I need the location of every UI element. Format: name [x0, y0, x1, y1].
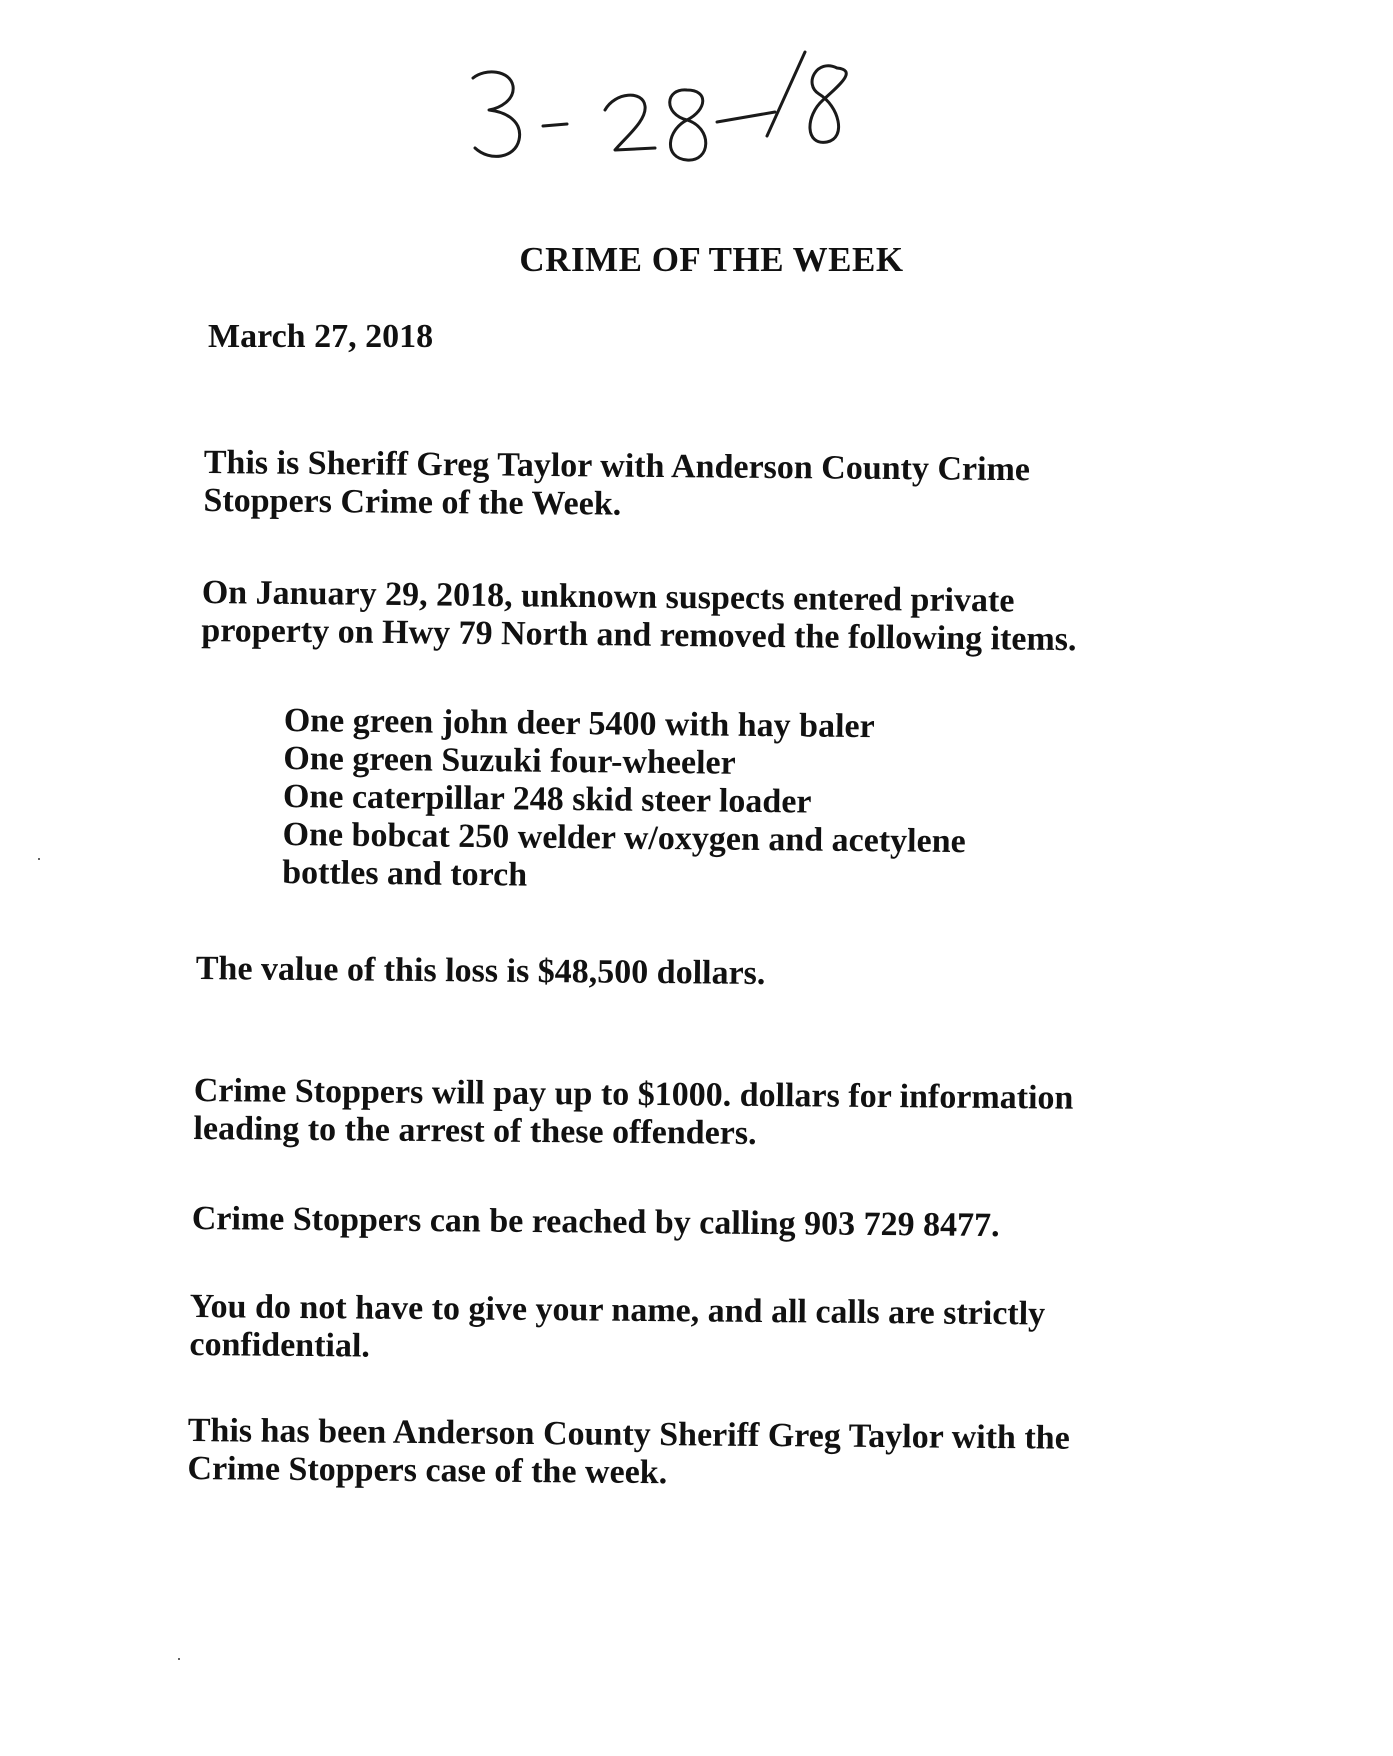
stolen-items-list [282, 702, 967, 899]
handwritten-date-drawing [455, 30, 915, 170]
intro-line: This is Sheriff Greg Taylor with Anderson County Crime [203, 444, 1031, 489]
handwritten-date [455, 30, 915, 170]
incident-line: property on Hwy 79 North and removed the following items. [201, 611, 1077, 659]
reward-line: Crime Stoppers will pay up to $1000. dollars for information [193, 1072, 1074, 1117]
stolen-item: One caterpillar 248 skid steer loader [282, 777, 812, 821]
scan-speck [178, 1658, 180, 1660]
confidential-paragraph [189, 1288, 1045, 1371]
intro-line: Stoppers Crime of the Week. [203, 481, 622, 523]
scan-speck [38, 858, 40, 860]
stolen-item: bottles and torch [282, 853, 528, 894]
document-title [0, 240, 1393, 280]
contact-paragraph: Crime Stoppers can be reached by calling 903 729 8477. [191, 1200, 1000, 1245]
stolen-item: One green john deer 5400 with hay baler [283, 702, 875, 746]
document-title-text: CRIME OF THE WEEK [519, 240, 904, 279]
confidential-line: You do not have to give your name, and all calls are strictly [189, 1288, 1046, 1333]
reward-line: leading to the arrest of these offenders. [193, 1109, 757, 1152]
incident-line: On January 29, 2018, unknown suspects entered private [201, 574, 1015, 620]
incident-paragraph [201, 574, 1077, 659]
document-date: March 27, 2018 [208, 318, 434, 355]
closing-line: This has been Anderson County Sheriff Greg Taylor with the [187, 1412, 1070, 1457]
closing-paragraph [187, 1412, 1070, 1496]
closing-line: Crime Stoppers case of the week. [187, 1449, 668, 1492]
intro-paragraph [203, 444, 1030, 527]
reward-paragraph [193, 1072, 1073, 1156]
confidential-line: confidential. [189, 1325, 371, 1365]
stolen-item: One bobcat 250 welder w/oxygen and acetylene [282, 815, 966, 861]
stolen-item: One green Suzuki four-wheeler [283, 739, 736, 782]
loss-value-paragraph: The value of this loss is $48,500 dollars. [195, 950, 766, 992]
